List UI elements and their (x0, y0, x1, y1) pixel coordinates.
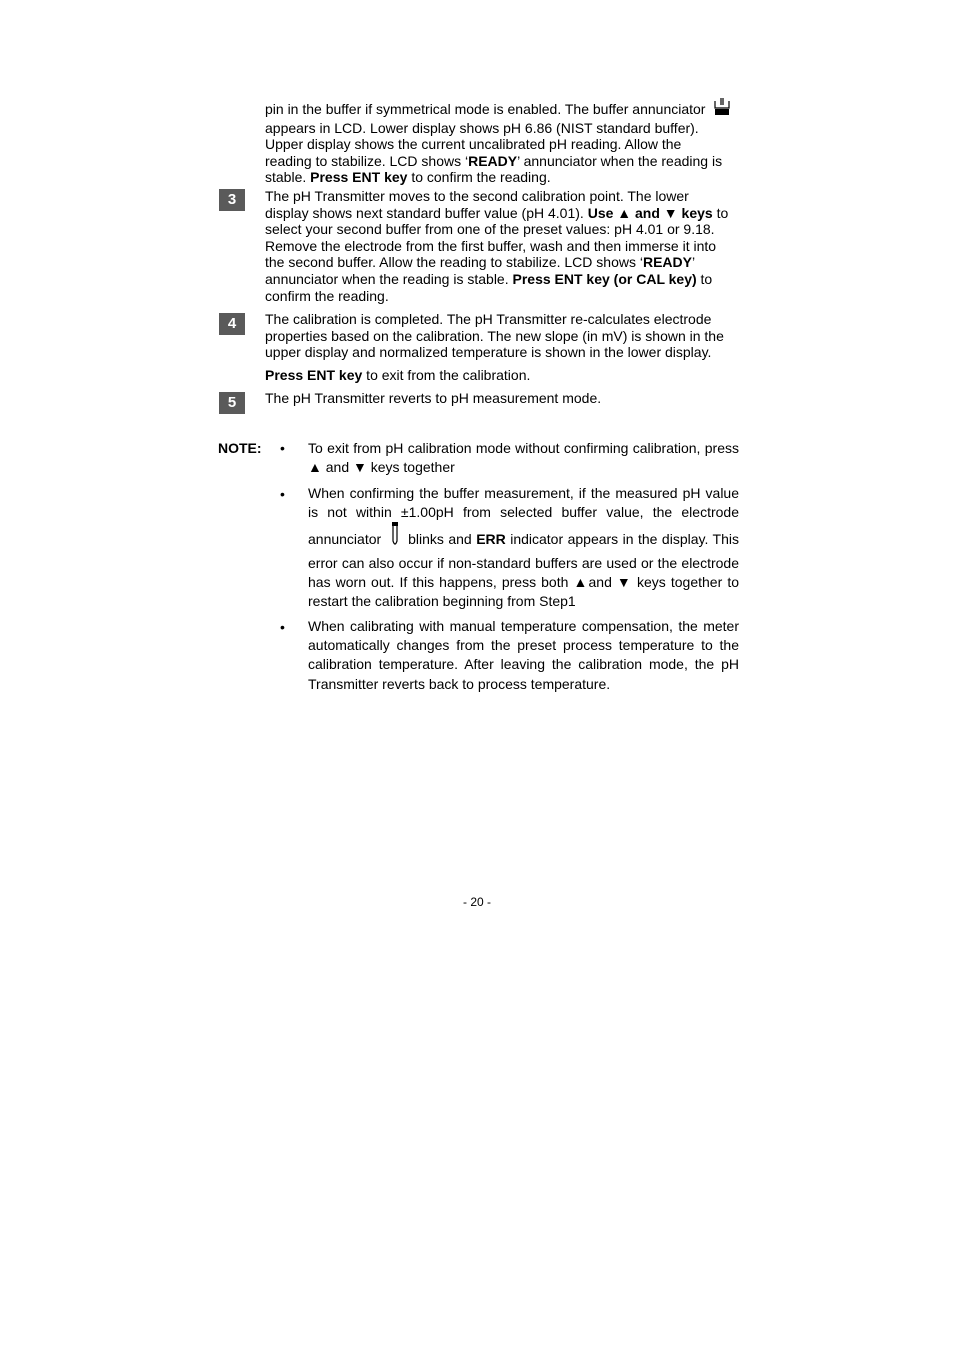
bullet-3: • (280, 619, 285, 635)
step2-continuation (265, 98, 743, 186)
step-3-badge: 3 (219, 189, 245, 211)
step2-line (265, 136, 743, 153)
step3-text: The pH Transmitter moves to the second calibration point. The lower (265, 188, 689, 204)
note-item-1-text: To exit from pH calibration mode without confirming calibration, press ▲ and ▼ keys together (308, 440, 739, 476)
step2-text: pin in the buffer if symmetrical mode is enabled. The buffer annunciator (265, 101, 706, 117)
press-ent-key-text: Press ENT key (310, 169, 408, 186)
bullet-2: • (280, 486, 285, 502)
note-item-2-text: indicator appears in the display. This error can also occur if non-standard buffers are used or the electrode has worn out. If this happens, press both ▲and ▼ keys together to restart the calibration beginning from Step1 (308, 531, 740, 610)
electrode-annunciator-icon (390, 522, 400, 553)
step2-line (265, 169, 743, 186)
step3-text: confirm the reading. (265, 287, 389, 304)
step3-text: select your second buffer from one of the preset values: pH 4.01 or 9.18. (265, 221, 715, 238)
step2-text: stable. (265, 169, 311, 186)
step4-exit-line (265, 367, 743, 384)
step5-paragraph (265, 390, 743, 407)
step3-line (265, 271, 743, 288)
step3-text: to (696, 270, 713, 287)
step2-text: ’ annunciator when the reading is (517, 152, 723, 169)
note-item-3 (308, 617, 739, 694)
step3-line (265, 238, 743, 255)
step4-paragraph (265, 311, 743, 384)
buffer-annunciator-icon (713, 98, 731, 120)
ready-annunciator-text: READY (468, 152, 518, 169)
note-item-2 (308, 484, 739, 611)
note-label: NOTE: (218, 440, 262, 456)
step-4-badge: 4 (219, 313, 245, 335)
step3-line (265, 288, 743, 305)
step4-line (265, 311, 743, 328)
step3-line (265, 188, 743, 205)
step5-text: The pH Transmitter reverts to pH measurement mode. (265, 390, 602, 406)
step3-text: ’ (691, 254, 696, 271)
step5-line (265, 390, 743, 407)
step2-text: to confirm the reading. (407, 169, 551, 186)
bullet-1: • (280, 440, 285, 456)
step2-line (265, 153, 743, 170)
step3-line (265, 205, 743, 222)
press-ent-key-text: Press ENT key (265, 367, 363, 384)
step3-text: Remove the electrode from the first buffer, wash and then immerse it into (265, 237, 717, 254)
step-5-badge: 5 (219, 392, 245, 414)
note-item-1 (308, 439, 739, 477)
note-item-2-text: When confirming the buffer measurement, if the measured pH value is not within ±1.00pH from selected buffer value, the electrode annunciator (308, 485, 739, 548)
step2-text: reading to stabilize. LCD shows ‘ (265, 152, 469, 169)
err-indicator-text: ERR (476, 531, 506, 548)
use-keys-text: Use ▲ and ▼ keys (587, 204, 713, 221)
step4-line (265, 344, 743, 361)
step2-text: appears in LCD. Lower display shows pH 6.86 (NIST standard buffer). (265, 119, 699, 136)
step4-text: The calibration is completed. The pH Transmitter re-calculates electrode (265, 311, 712, 327)
step3-text: to (712, 204, 729, 221)
step3-text: annunciator when the reading is stable. (265, 270, 513, 287)
step2-line (265, 98, 743, 120)
step4-text: upper display and normalized temperature is shown in the lower display. (265, 344, 712, 361)
step4-line (265, 328, 743, 345)
step3-line (265, 254, 743, 271)
step2-line (265, 120, 743, 137)
press-ent-cal-key-text: Press ENT key (or CAL key) (512, 270, 697, 287)
ready-annunciator-text: READY (642, 254, 692, 271)
step4-text: properties based on the calibration. The new slope (in mV) is shown in the (265, 327, 724, 344)
step3-line (265, 221, 743, 238)
step3-text: display shows next standard buffer value (pH 4.01). (265, 204, 588, 221)
step2-text: Upper display shows the current uncalibrated pH reading. Allow the (265, 136, 682, 153)
note-item-2-text: blinks and (408, 531, 477, 548)
page-number: - 20 - (462, 895, 491, 909)
step3-text: the second buffer. Allow the reading to stabilize. LCD shows ‘ (265, 254, 643, 271)
note-item-3-text: When calibrating with manual temperature compensation, the meter automatically changes from the preset process temperature to the calibration temperature. After leaving the calibration mode, the pH Transmitter reverts back to process temperature. (308, 618, 739, 692)
step4-text: to exit from the calibration. (362, 367, 531, 384)
step3-paragraph (265, 188, 743, 304)
